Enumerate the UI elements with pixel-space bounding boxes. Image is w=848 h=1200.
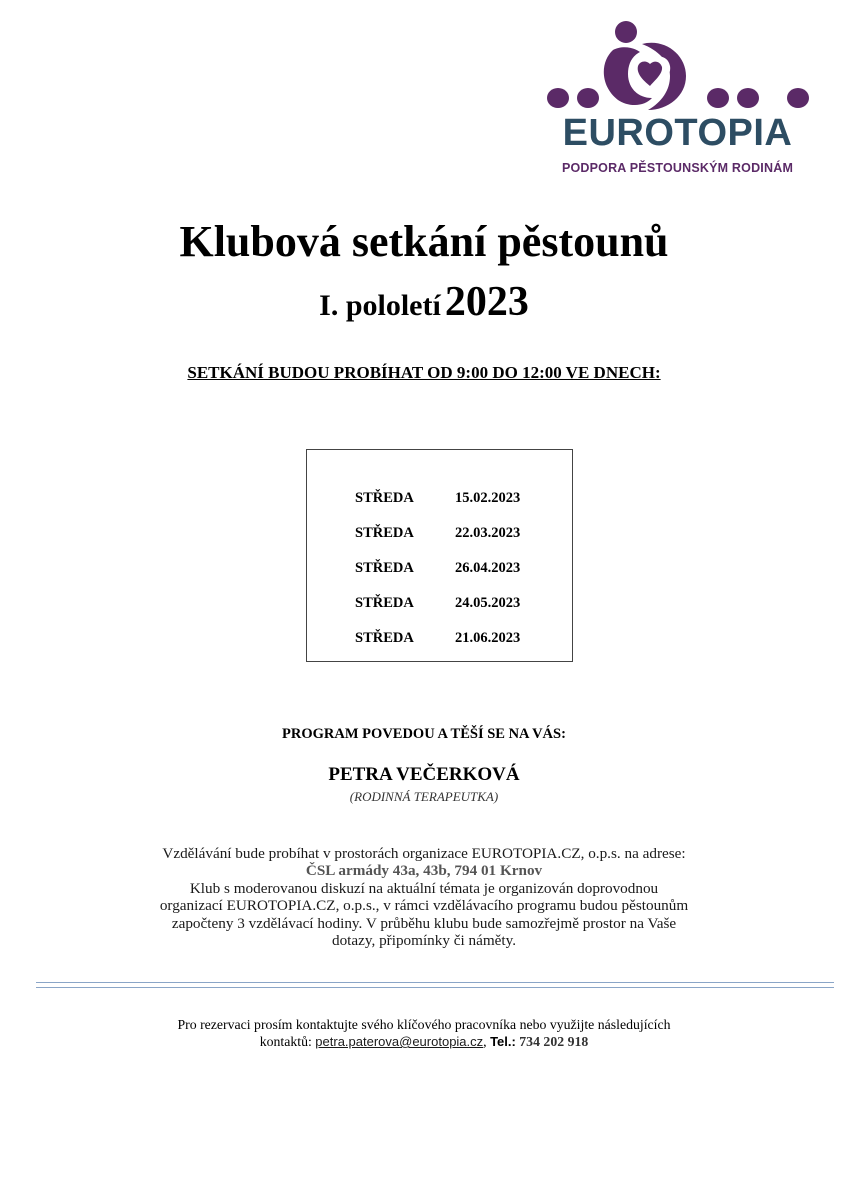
date-day: STŘEDA <box>355 490 414 506</box>
eurotopia-logo <box>540 14 820 179</box>
subtitle-year: 2023 <box>444 279 529 325</box>
contact-line <box>100 1033 748 1050</box>
date-value: 26.04.2023 <box>455 560 521 576</box>
date-value: 15.02.2023 <box>455 490 521 506</box>
body-line: započteny 3 vzdělávací hodiny. V průběhu klubu bude samozřejmě prostor na Vaše <box>171 914 677 932</box>
body-line: dotazy, připomínky či náměty. <box>331 932 517 950</box>
date-value: 22.03.2023 <box>455 525 521 541</box>
date-value: 24.05.2023 <box>455 595 521 611</box>
family-heart-icon <box>604 21 686 110</box>
schedule-intro: SETKÁNÍ BUDOU PROBÍHAT OD 9:00 DO 12:00 VE DNECH: <box>187 363 661 382</box>
logo-tagline: PODPORA PĚSTOUNSKÝM RODINÁM <box>561 161 794 175</box>
divider <box>36 982 834 983</box>
contact-tel-label: Tel.: <box>490 1034 516 1049</box>
contact-intro: Pro rezervaci prosím kontaktujte svého klíčového pracovníka nebo využijte následujících <box>177 1017 671 1032</box>
date-row <box>355 595 520 612</box>
divider <box>36 987 834 988</box>
date-day: STŘEDA <box>355 595 414 611</box>
body-line: organizací EUROTOPIA.CZ, o.p.s., v rámci vzdělávacího programu budou pěstounům <box>159 897 689 915</box>
date-value: 21.06.2023 <box>455 630 521 646</box>
logo-wordmark: EUROTOPIA <box>562 112 793 154</box>
host-intro: PROGRAM POVEDOU A TĚŠÍ SE NA VÁS: <box>282 726 566 742</box>
date-row <box>355 630 520 647</box>
date-row <box>355 490 520 507</box>
body-line: Vzdělávání bude probíhat v prostorách organizace EUROTOPIA.CZ, o.p.s. na adrese: <box>162 845 686 862</box>
contact-separator: , <box>483 1034 487 1049</box>
date-day: STŘEDA <box>355 525 414 541</box>
contact-tel: 734 202 918 <box>519 1034 589 1049</box>
contact-block <box>100 1016 748 1050</box>
host-role: (RODINNÁ TERAPEUTKA) <box>349 789 499 804</box>
subtitle-prefix: I. pololetí <box>319 289 441 322</box>
date-row <box>355 560 520 577</box>
body-line: Klub s moderovanou diskuzí na aktuální témata je organizován doprovodnou <box>189 879 659 897</box>
date-day: STŘEDA <box>355 630 414 646</box>
page-subtitle <box>0 281 848 323</box>
date-row <box>355 525 520 542</box>
dates-box <box>306 449 573 662</box>
body-text <box>100 845 748 949</box>
host-name: PETRA VEČERKOVÁ <box>328 764 520 785</box>
page-title: Klubová setkání pěstounů <box>179 217 669 266</box>
date-day: STŘEDA <box>355 560 414 576</box>
contact-prefix: kontaktů: <box>259 1034 312 1049</box>
venue-address: ČSL armády 43a, 43b, 794 01 Krnov <box>305 862 543 880</box>
contact-email-link[interactable]: petra.paterova@eurotopia.cz <box>315 1034 484 1049</box>
